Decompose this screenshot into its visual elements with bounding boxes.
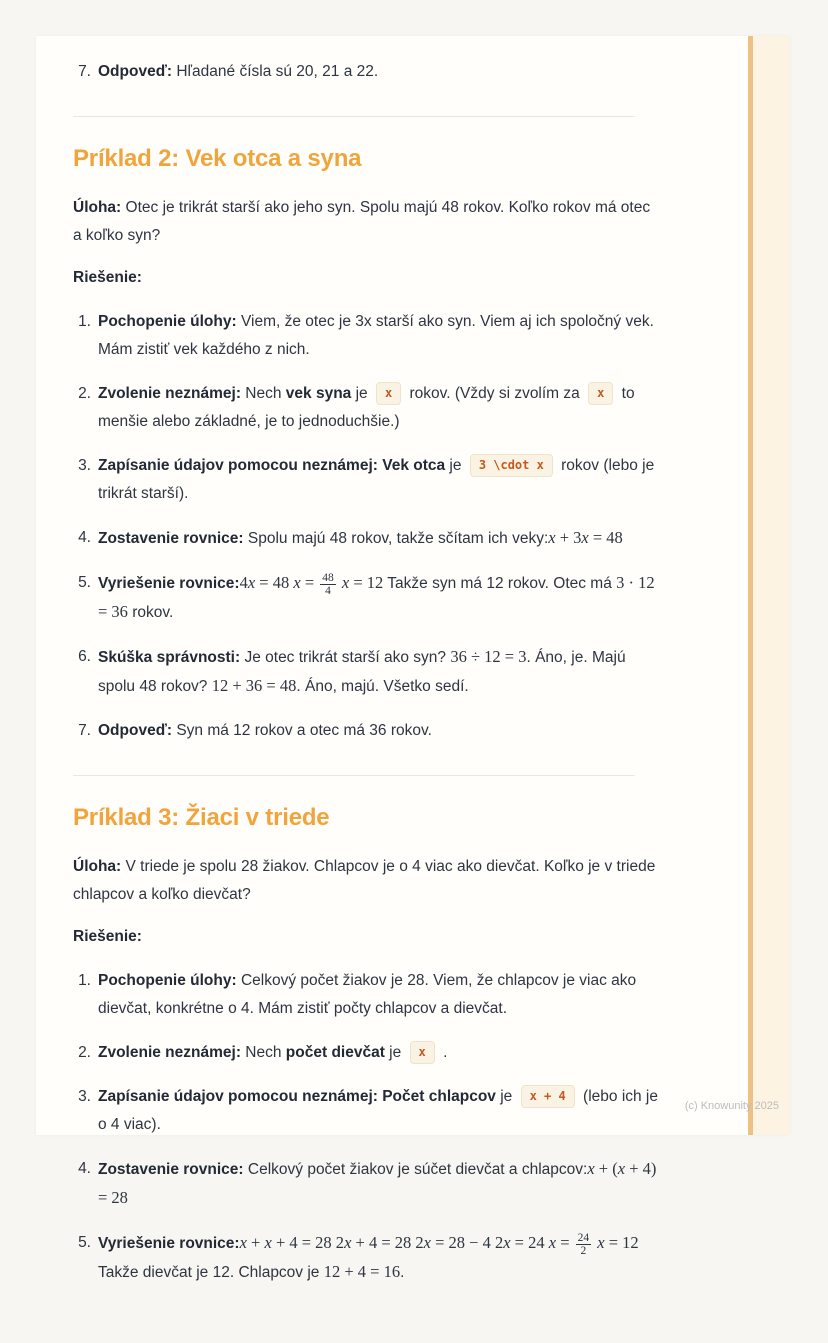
- paragraph: [73, 264, 660, 292]
- bold-text: Riešenie:: [73, 928, 142, 945]
- list-item: [73, 308, 660, 364]
- list-item-number: 5.: [78, 574, 91, 591]
- math-expression: 12 + 4 = 16: [323, 1262, 401, 1281]
- bold-text: Zvolenie neznámej:: [98, 1044, 241, 1061]
- list-item-text: Pochopenie úlohy: Viem, že otec je 3x starší ako syn. Viem aj ich spoločný vek. Mám zistiť vek každého z nich.: [98, 313, 654, 358]
- list-item-text: Zapísanie údajov pomocou neznámej: Počet chlapcov je x + 4 (lebo ich je o 4 viac).: [98, 1083, 660, 1139]
- list-item-number: 4.: [78, 529, 91, 546]
- inline-code: x: [376, 382, 401, 405]
- document-page: [36, 36, 790, 1281]
- list-item-number: 7.: [78, 722, 91, 739]
- list-item-text: Skúška správnosti: Je otec trikrát starší ako syn? 36 ÷ 12 = 3. Áno, je. Majú spolu 48 rokov? 12 + 36 = 48. Áno, majú. Všetko sedí.: [98, 647, 626, 695]
- math-fraction: $\frac{24}{2}$: [577, 1232, 590, 1257]
- list-item-text: Zvolenie neznámej: Nech počet dievčat je x .: [98, 1039, 660, 1067]
- list-item: [73, 717, 660, 745]
- list-item-text: Zvolenie neznámej: Nech vek syna je x rokov. (Vždy si zvolím za x to menšie alebo základné, je to jednoduchšie.): [98, 380, 660, 436]
- paragraph: Úloha: V triede je spolu 28 žiakov. Chlapcov je o 4 viac ako dievčat. Koľko je v triede chlapcov a koľko dievčat?: [73, 858, 656, 903]
- list-item-number: 1.: [78, 972, 91, 989]
- bold-text: Vyriešenie rovnice:: [98, 1235, 240, 1252]
- math-expression: 36 ÷ 12 = 3: [450, 647, 527, 666]
- math-expression: x + 3x = 48: [548, 528, 623, 547]
- list-item: [73, 1039, 660, 1067]
- paragraph: [73, 923, 660, 951]
- list-item-number: 4.: [78, 1160, 91, 1177]
- math-expression: 3 · 12 = 36: [98, 573, 655, 621]
- math-expression: x = 12: [597, 1233, 639, 1252]
- list-item-number: 6.: [78, 648, 91, 665]
- list-item: [73, 1155, 660, 1213]
- bold-text: Vyriešenie rovnice:: [98, 575, 240, 592]
- bold-text: Odpoveď:: [98, 722, 173, 739]
- inline-code: 3 \cdot x: [470, 454, 553, 477]
- bold-text: Zvolenie neznámej:: [98, 385, 241, 402]
- math-fraction: $\frac{48}{4}$: [322, 572, 334, 597]
- inline-code: x: [410, 1041, 435, 1064]
- bold-text: Riešenie:: [73, 269, 142, 286]
- bold-text: počet dievčat: [285, 1044, 385, 1061]
- list-item-number: 3.: [78, 457, 91, 474]
- bold-text: Odpoveď:: [98, 63, 173, 80]
- list-item-number: 5.: [78, 1234, 91, 1251]
- list-item-text: Odpoveď: Hľadané čísla sú 20, 21 a 22.: [98, 63, 379, 80]
- list-item: [73, 452, 660, 508]
- watermark: (c) Knowunity 2025: [684, 1100, 779, 1112]
- bold-text: vek syna: [285, 385, 352, 402]
- section-heading: Príklad 2: Vek otca a syna: [73, 145, 362, 172]
- list-item: [73, 967, 660, 1023]
- list-item-text: Zostavenie rovnice: Celkový počet žiakov je súčet dievčat a chlapcov:x + (x + 4) = 28: [98, 1159, 657, 1207]
- inline-code: x: [588, 382, 613, 405]
- bold-text: Úloha:: [73, 858, 122, 875]
- inline-code: x + 4: [521, 1085, 575, 1108]
- list-item-text: Zostavenie rovnice: Spolu majú 48 rokov, takže sčítam ich veky:x + 3x = 48: [98, 528, 623, 547]
- bold-text: Zostavenie rovnice:: [98, 530, 244, 547]
- math-expression: x + x + 4 = 28 2x + 4 = 28 2x = 28 − 4 2x = 24 x =: [239, 1233, 574, 1252]
- list-item-text: Pochopenie úlohy: Celkový počet žiakov je 28. Viem, že chlapcov je viac ako dievčat, konkrétne o 4. Mám zistiť počty chlapcov a dievčat.: [98, 972, 637, 1017]
- list-item-number: 2.: [78, 385, 91, 402]
- list-item: [73, 380, 660, 436]
- math-expression: x = 12: [341, 573, 384, 592]
- list-item: [73, 1229, 660, 1287]
- list-item: [73, 643, 660, 701]
- bold-text: Úloha:: [73, 199, 122, 216]
- list-item: [73, 1083, 660, 1139]
- section-divider: [73, 775, 635, 776]
- list-item-text: Zapísanie údajov pomocou neznámej: Vek otca je 3 \cdot x rokov (lebo je trikrát starší).: [98, 452, 660, 508]
- list-item: [73, 524, 660, 553]
- bold-text: Skúška správnosti:: [98, 649, 241, 666]
- bold-text: Pochopenie úlohy:: [98, 972, 237, 989]
- list-item-text: Vyriešenie rovnice:x + x + 4 = 28 2x + 4 = 28 2x = 28 − 4 2x = 24 x = $\frac{24}{2}$ x = 12 Takže dievčat je 12. Chlapcov je 12 + 4 = 16.: [98, 1232, 639, 1281]
- math-expression: 12 + 36 = 48: [211, 676, 297, 695]
- list-item-text: Odpoveď: Syn má 12 rokov a otec má 36 rokov.: [98, 722, 432, 739]
- list-item-number: 2.: [78, 1044, 91, 1061]
- math-expression: 4x = 48 x =: [239, 573, 319, 592]
- section-heading: Príklad 3: Žiaci v triede: [73, 804, 330, 831]
- list-item: [73, 58, 660, 86]
- document-content: [36, 36, 790, 1343]
- list-item: [73, 569, 660, 627]
- list-item-text: Vyriešenie rovnice:4x = 48 x = $\frac{48}{4}$ x = 12 Takže syn má 12 rokov. Otec má 3 · 12 = 36 rokov.: [98, 572, 655, 621]
- bold-text: Zapísanie údajov pomocou neznámej: Vek otca: [98, 457, 446, 474]
- list-item-number: 1.: [78, 313, 91, 330]
- bold-text: Zostavenie rovnice:: [98, 1161, 244, 1178]
- paragraph: Úloha: Otec je trikrát starší ako jeho syn. Spolu majú 48 rokov. Koľko rokov má otec a koľko syn?: [73, 199, 651, 244]
- math-expression: x + (x + 4) = 28: [98, 1159, 657, 1207]
- section-divider: [73, 116, 635, 117]
- list-item-number: 3.: [78, 1088, 91, 1105]
- bold-text: Pochopenie úlohy:: [98, 313, 237, 330]
- list-item-number: 7.: [78, 63, 91, 80]
- bold-text: Zapísanie údajov pomocou neznámej: Počet chlapcov: [98, 1088, 496, 1105]
